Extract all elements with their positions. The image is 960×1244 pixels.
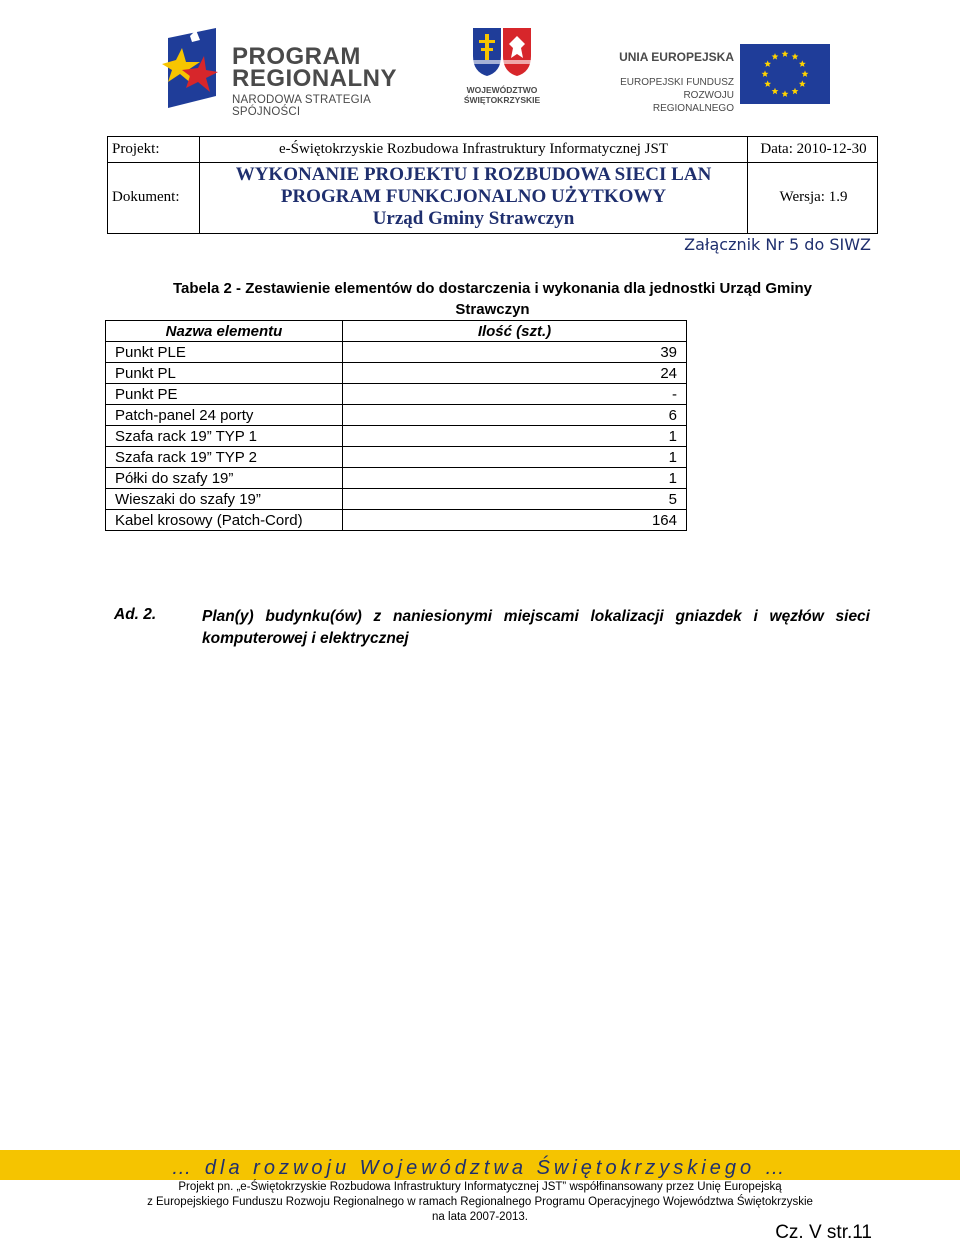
data-label: Data: 2010-12-30 [760, 141, 867, 157]
table-caption [107, 278, 878, 320]
section-heading [202, 606, 870, 650]
table-row [106, 384, 687, 405]
table-row [106, 405, 687, 426]
table-row [106, 426, 687, 447]
table-row [106, 447, 687, 468]
element-name: Półki do szafy 19” [106, 468, 343, 489]
footer-line-1: Projekt pn. „e-Świętokrzyskie Rozbudowa Infrastruktury Informatycznej JST” współfinansowany przez Unię Europejską [178, 1181, 782, 1193]
unia-line: UNIA EUROPEJSKA [619, 50, 734, 64]
eu-flag-icon [740, 44, 830, 104]
swietokrzyskie-line: ŚWIĘTOKRZYSKIE [463, 95, 541, 105]
table-row [106, 489, 687, 510]
element-name: Szafa rack 19” TYP 1 [106, 426, 343, 447]
table-row [106, 468, 687, 489]
table-row [106, 510, 687, 531]
table-header-row [106, 321, 687, 342]
element-name: Szafa rack 19” TYP 2 [106, 447, 343, 468]
page-number: Cz. V str.11 [775, 1222, 872, 1243]
dokument-label: Dokument: [112, 189, 180, 205]
doc-title-line-1: WYKONANIE PROJEKTU I ROZBUDOWA SIECI LAN [235, 164, 712, 185]
footer-note [0, 1180, 960, 1225]
element-qty: 1 [343, 426, 687, 447]
rozwoju-line: ROZWOJU REGIONALNEGO [652, 90, 734, 114]
elements-table [105, 320, 687, 531]
section-number: Ad. 2. [114, 606, 157, 623]
program-regionalny-logo [160, 22, 430, 118]
element-name: Kabel krosowy (Patch-Cord) [106, 510, 343, 531]
strategy-line: NARODOWA STRATEGIA SPÓJNOŚCI [232, 94, 371, 118]
element-qty: - [343, 384, 687, 405]
section-heading-line-1: Plan(y) budynku(ów) z naniesionymi miejscami lokalizacji gniazdek i węzłów sieci [202, 608, 870, 625]
document-header-table [107, 136, 878, 234]
table-caption-line-2: Strawczyn [455, 301, 530, 318]
attachment-label: Załącznik Nr 5 do SIWZ [684, 235, 871, 254]
table-row [106, 342, 687, 363]
doc-title-line-3: Urząd Gminy Strawczyn [372, 208, 575, 229]
element-name: Punkt PLE [106, 342, 343, 363]
element-name: Punkt PL [106, 363, 343, 384]
projekt-label: Projekt: [112, 141, 160, 157]
doc-title-line-2: PROGRAM FUNKCJONALNO UŻYTKOWY [280, 186, 667, 207]
element-name: Punkt PE [106, 384, 343, 405]
unia-europejska-logo [606, 40, 832, 114]
element-name: Wieszaki do szafy 19” [106, 489, 343, 510]
table-row [106, 363, 687, 384]
regionalny-line: REGIONALNY [232, 65, 398, 92]
element-qty: 6 [343, 405, 687, 426]
wojewodztwo-line: WOJEWÓDZTWO [466, 85, 538, 95]
footer-line-3: na lata 2007-2013. [432, 1211, 528, 1223]
projekt-value: e-Świętokrzyskie Rozbudowa Infrastruktury Informatycznej JST [278, 141, 669, 157]
program-line: PROGRAM [232, 43, 361, 70]
fundusz-line: EUROPEJSKI FUNDUSZ [620, 77, 734, 88]
program-regionalny-mark-icon [160, 26, 218, 112]
footer-line-2: z Europejskiego Funduszu Rozwoju Regionalnego w ramach Regionalnego Programu Operacyjnego Województwa Świętokrzyskie [147, 1196, 813, 1208]
slogan-bar [0, 1150, 960, 1180]
element-qty: 24 [343, 363, 687, 384]
wersja-label: Wersja: 1.9 [779, 189, 848, 205]
footer-slogan: … dla rozwoju Województwa Świętokrzyskiego … [171, 1157, 789, 1179]
wojewodztwo-crest-icon [467, 26, 537, 78]
element-qty: 1 [343, 447, 687, 468]
element-name: Patch-panel 24 porty [106, 405, 343, 426]
element-qty: 5 [343, 489, 687, 510]
column-header-qty: Ilość (szt.) [343, 321, 687, 342]
element-qty: 164 [343, 510, 687, 531]
element-qty: 39 [343, 342, 687, 363]
element-qty: 1 [343, 468, 687, 489]
table-caption-line-1: Tabela 2 - Zestawienie elementów do dostarczenia i wykonania dla jednostki Urząd Gminy [172, 280, 813, 297]
section-heading-line-2: komputerowej i elektrycznej [202, 630, 409, 647]
column-header-name: Nazwa elementu [106, 321, 343, 342]
wojewodztwo-logo [462, 26, 542, 108]
